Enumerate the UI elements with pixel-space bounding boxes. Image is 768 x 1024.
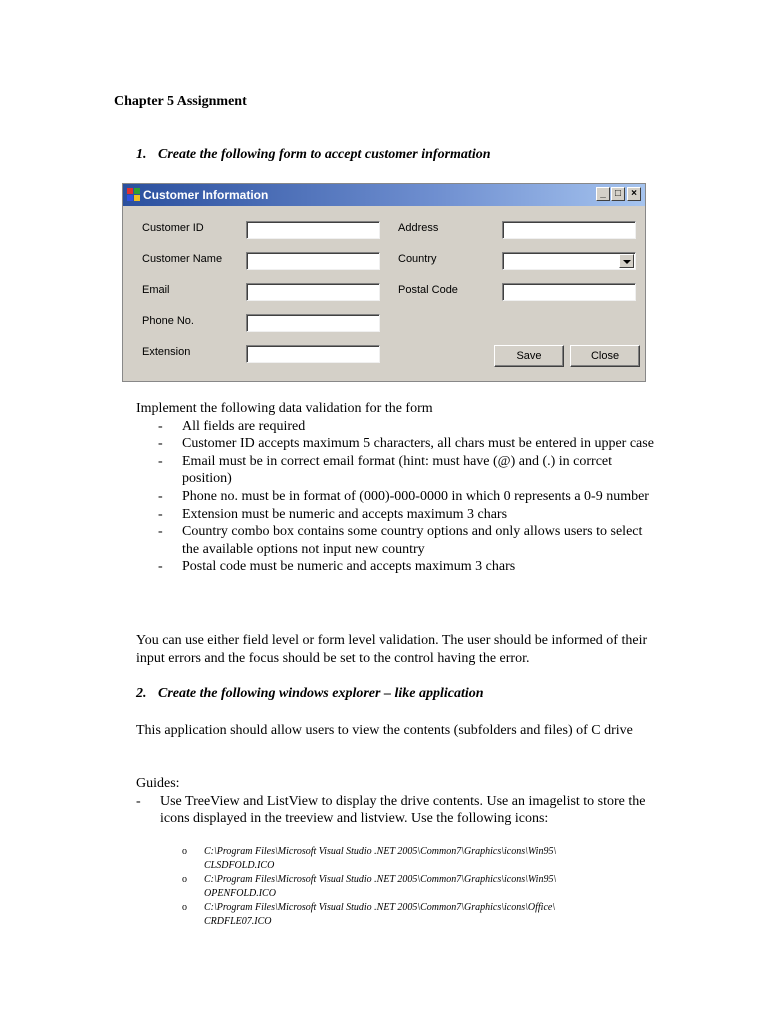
question-1-text: Create the following form to accept customer information [158,147,491,162]
email-label: Email [142,284,170,296]
icon-path-list [182,845,622,929]
guides-section [136,775,646,828]
country-combobox[interactable] [502,252,636,270]
validation-note: You can use either field level or form level validation. The user should be informed of their input errors and the focus should be set to the control having the error. [136,633,648,666]
list-item: - Email must be in correct email format (hint: must have (@) and (.) in corrcet position) [158,453,656,488]
question-2-heading [136,686,484,702]
extension-label: Extension [142,346,191,358]
question-2-number: 2. [136,686,147,701]
validation-intro: Implement the following data validation for the form [136,401,433,416]
question-1-number: 1. [136,147,147,162]
maximize-button[interactable]: □ [611,187,625,201]
postal-code-label: Postal Code [398,284,458,296]
question-1-heading [136,147,491,163]
customer-id-input[interactable] [246,221,380,239]
validation-section [136,400,656,576]
list-item: o C:\Program Files\Microsoft Visual Studio .NET 2005\Common7\Graphics\icons\Win95\ OPENFOLD.ICO [182,873,622,901]
dialog-title: Customer Information [143,188,269,202]
list-item: - Country combo box contains some country options and only allows users to select the available options not input new country [158,523,656,558]
address-label: Address [398,222,439,234]
minimize-button[interactable]: _ [596,187,610,201]
guides-list [136,793,646,828]
phone-label: Phone No. [142,315,194,327]
list-item: - Customer ID accepts maximum 5 characters, all chars must be entered in upper case [158,435,656,453]
list-item: - All fields are required [158,418,656,436]
customer-id-label: Customer ID [142,222,204,234]
application-icon [127,188,141,202]
close-button[interactable]: Close [570,345,640,367]
list-item: - Extension must be numeric and accepts maximum 3 chars [158,506,656,524]
customer-name-input[interactable] [246,252,380,270]
close-window-button[interactable]: × [627,187,641,201]
dialog-title-bar[interactable] [123,184,645,206]
extension-input[interactable] [246,345,380,363]
icon-paths [182,845,622,929]
address-input[interactable] [502,221,636,239]
document-title: Chapter 5 Assignment [114,94,247,109]
phone-input[interactable] [246,314,380,332]
country-label: Country [398,253,437,265]
list-item: - Use TreeView and ListView to display the drive contents. Use an imagelist to store the icons displayed in the treeview and listview. Use the following icons: [136,793,646,828]
list-item: o C:\Program Files\Microsoft Visual Studio .NET 2005\Common7\Graphics\icons\Win95\ CLSDFOLD.ICO [182,845,622,873]
customer-name-label: Customer Name [142,253,223,265]
email-input[interactable] [246,283,380,301]
list-item: o C:\Program Files\Microsoft Visual Studio .NET 2005\Common7\Graphics\icons\Office\ CRDFLE07.ICO [182,901,622,929]
chevron-down-icon[interactable] [619,254,634,268]
postal-code-input[interactable] [502,283,636,301]
customer-information-dialog [122,183,646,382]
save-button[interactable]: Save [494,345,564,367]
list-item: - Postal code must be numeric and accepts maximum 3 chars [158,558,656,576]
list-item: - Phone no. must be in format of (000)-000-0000 in which 0 represents a 0-9 number [158,488,656,506]
guides-label: Guides: [136,776,180,791]
question-2-description: This application should allow users to view the contents (subfolders and files) of C drive [136,723,633,738]
question-2-text: Create the following windows explorer – like application [158,686,484,701]
validation-rules-list [158,418,656,576]
